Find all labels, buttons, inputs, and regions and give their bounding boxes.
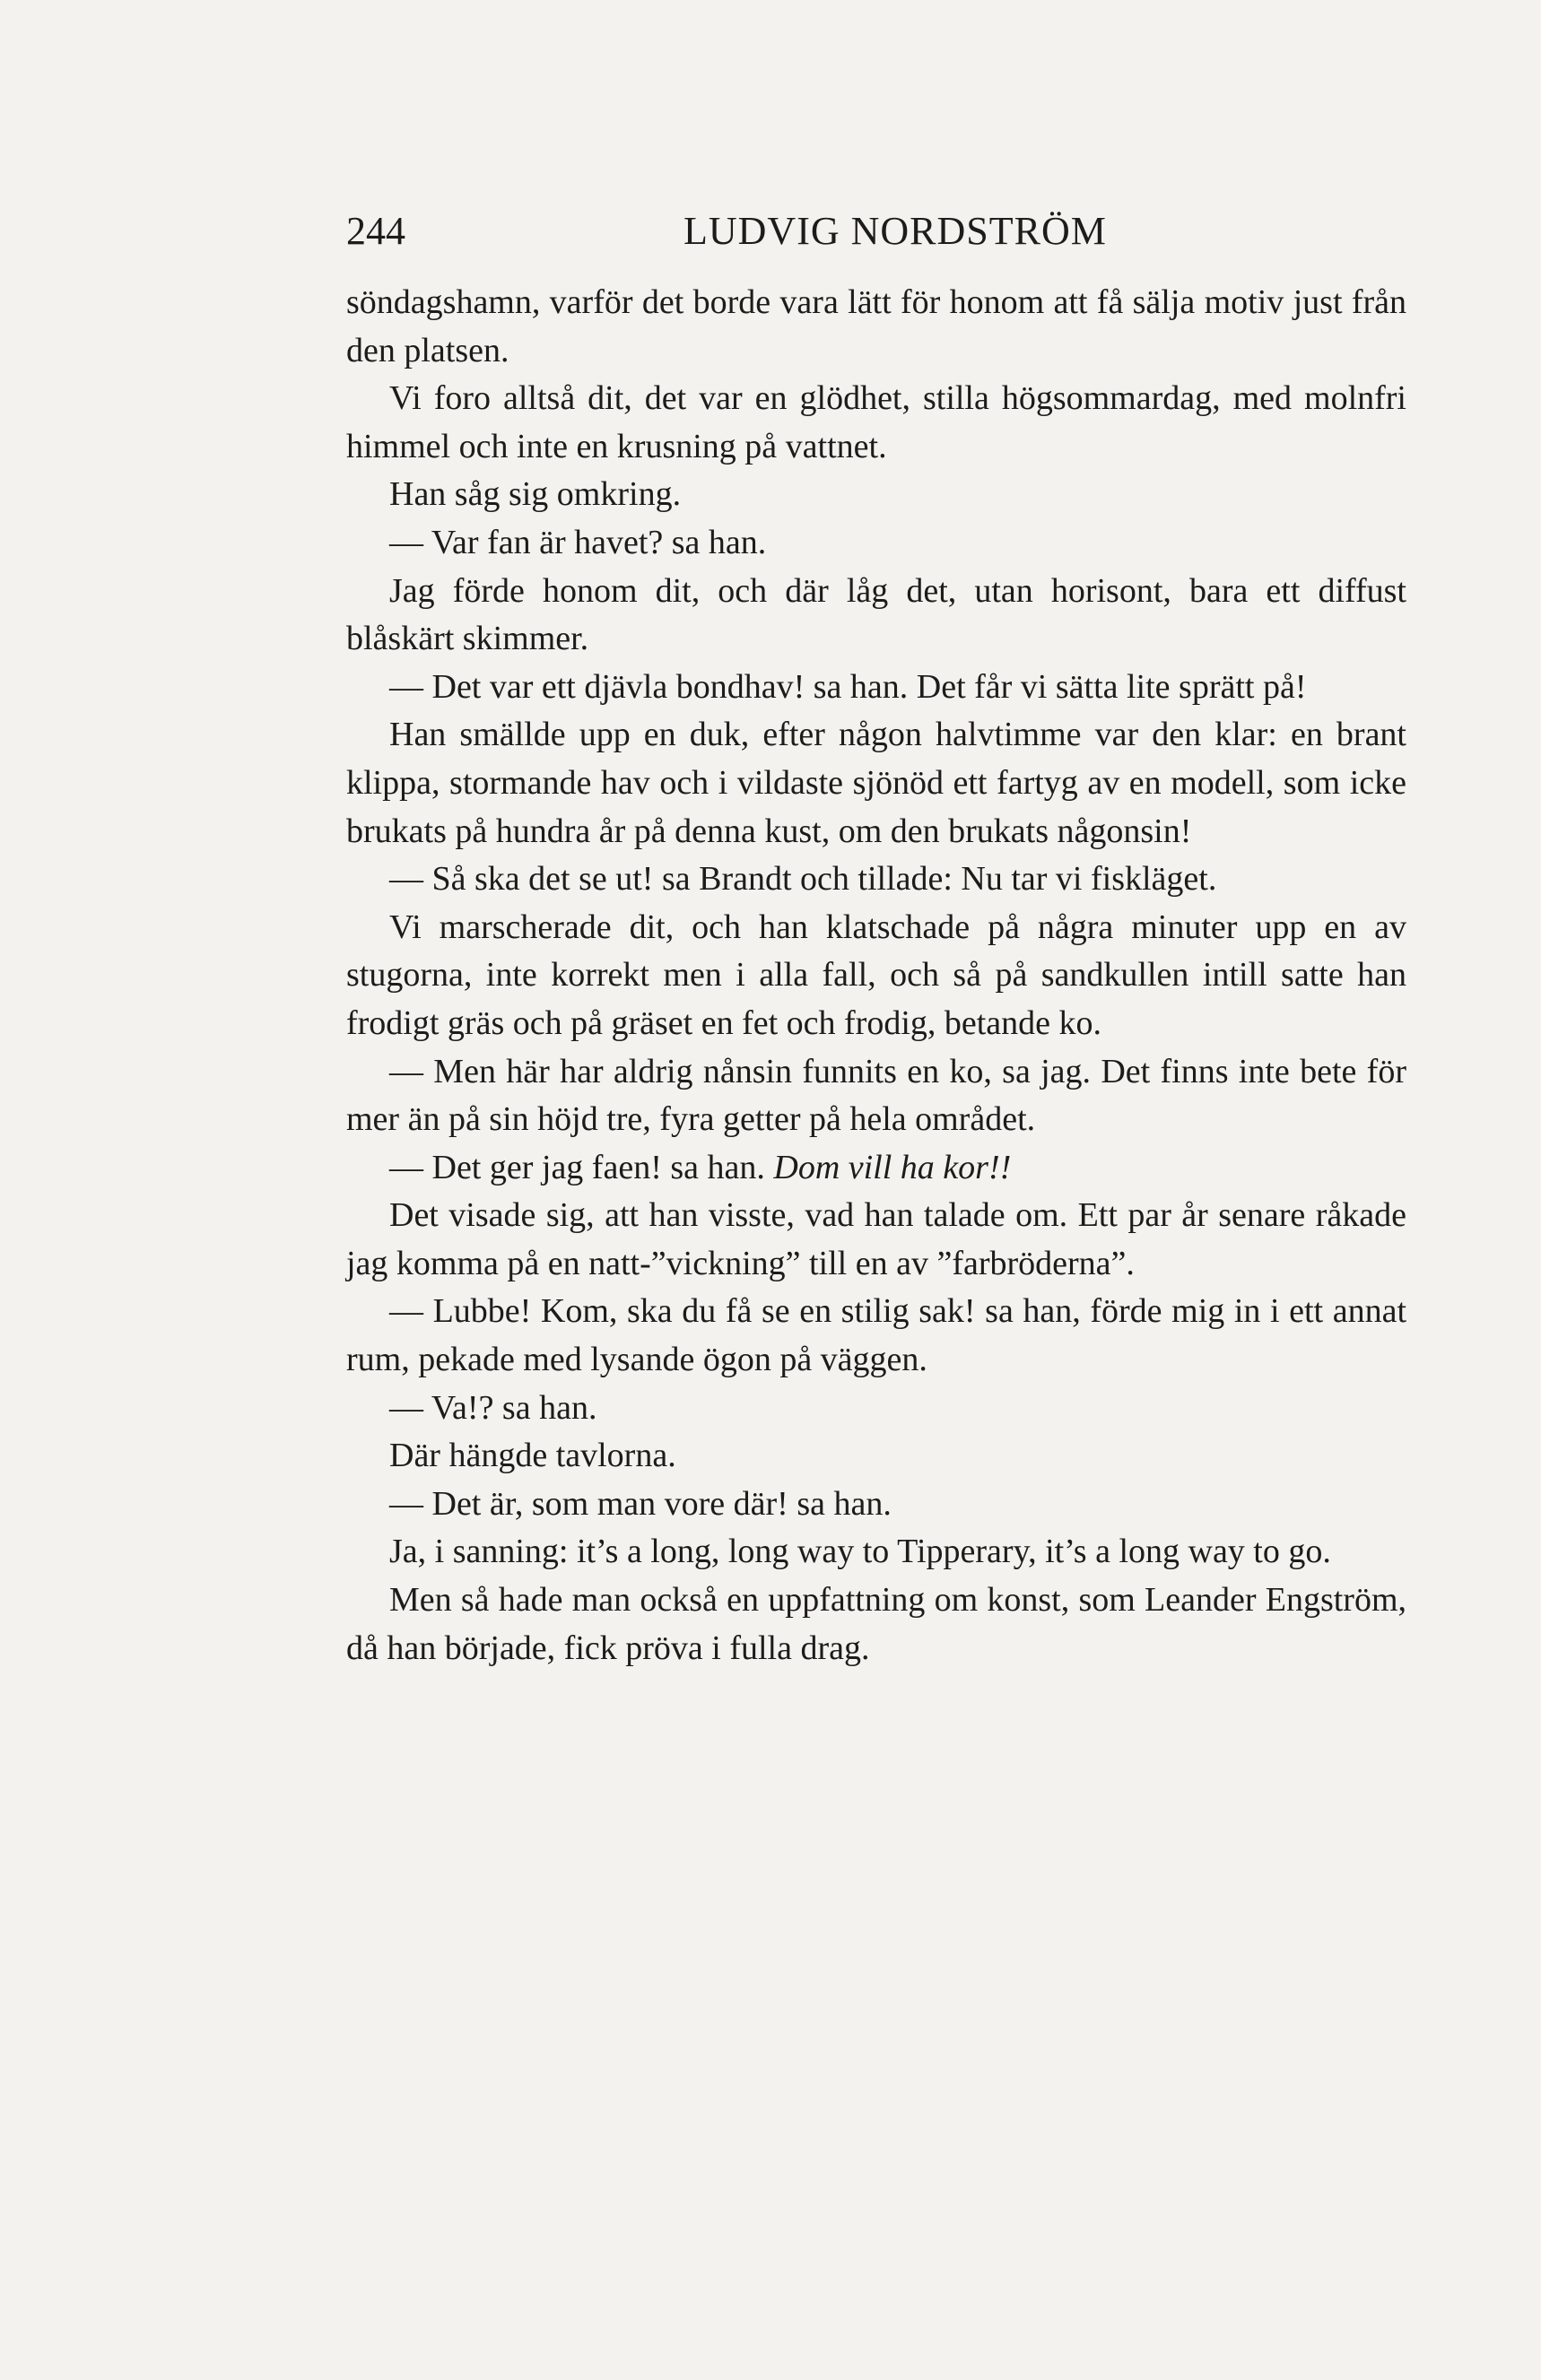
paragraph xyxy=(346,1144,1406,1193)
paragraph: Det visade sig, att han visste, vad han talade om. Ett par år senare råkade jag komma på en natt-”vickning” till en av ”farbröderna”. xyxy=(346,1196,1406,1282)
paragraph: söndagshamn, varför det borde vara lätt för honom att få sälja motiv just från den platsen. xyxy=(346,283,1406,369)
paragraph: Men så hade man också en uppfattning om konst, som Leander Engström, då han började, fick pröva i fulla drag. xyxy=(346,1581,1406,1667)
body-text xyxy=(346,279,1406,1672)
paragraph: — Det är, som man vore där! sa han. xyxy=(389,1484,892,1523)
italic-quote: Dom vill ha kor!! xyxy=(773,1148,1012,1186)
running-head: LUDVIG NORDSTRÖM xyxy=(683,209,1107,253)
paragraph: — Så ska det se ut! sa Brandt och tillade: Nu tar vi fiskläget. xyxy=(389,860,1217,899)
paragraph: Han smällde upp en duk, efter någon halvtimme var den klar: en brant klippa, stormande hav och i vildaste sjönöd ett fartyg av en modell, som icke brukats på hundra år på denna kust, om den brukats någonsin! xyxy=(346,716,1406,850)
paragraph: Ja, i sanning: it’s a long, long way to Tipperary, it’s a long way to go. xyxy=(389,1533,1331,1571)
page-number: 244 xyxy=(346,209,405,253)
paragraph: Vi foro alltså dit, det var en glödhet, stilla högsommardag, med molnfri himmel och inte en krusning på vattnet. xyxy=(346,379,1406,465)
paragraph: Han såg sig omkring. xyxy=(389,475,682,514)
paragraph: — Var fan är havet? sa han. xyxy=(389,523,767,561)
paragraph: — Va!? sa han. xyxy=(389,1388,597,1427)
paragraph: Jag förde honom dit, och där låg det, utan horisont, bara ett diffust blåskärt skimmer. xyxy=(346,571,1406,658)
paragraph: — Men här har aldrig nånsin funnits en ko, sa jag. Det finns inte bete för mer än på sin höjd tre, fyra getter på hela området. xyxy=(346,1052,1406,1139)
paragraph: — Lubbe! Kom, ska du få se en stilig sak! sa han, förde mig in i ett annat rum, pekade med lysande ögon på väggen. xyxy=(346,1292,1406,1379)
paragraph: — Det var ett djävla bondhav! sa han. Det får vi sätta lite sprätt på! xyxy=(389,667,1307,706)
page-header xyxy=(346,204,1406,258)
paragraph: Där hängde tavlorna. xyxy=(389,1437,676,1475)
paragraph-text: — Det ger jag faen! sa han. xyxy=(389,1148,774,1186)
paragraph: Vi marscherade dit, och han klatschade på några minuter upp en av stugorna, inte korrekt men i alla fall, och så på sandkullen intill satte han frodigt gräs och på gräset en fet och frodig, betande ko. xyxy=(346,908,1406,1042)
